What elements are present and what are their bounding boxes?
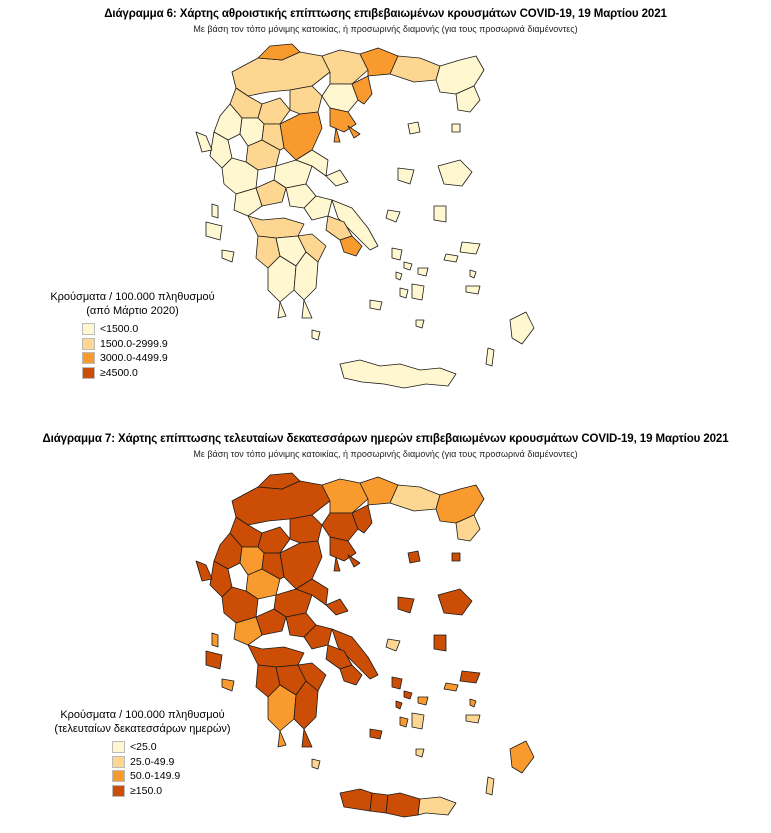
island-paros [400, 717, 408, 727]
island-samos [460, 242, 480, 254]
island-mykonos [418, 268, 428, 276]
legend-swatch [112, 741, 125, 753]
legend-label: 1500.0-2999.9 [100, 337, 168, 350]
island-samothraki [452, 124, 460, 132]
island-crete-chania [340, 789, 372, 811]
island-milos [370, 300, 382, 310]
island-leros [470, 270, 476, 278]
island-rhodes [510, 741, 534, 773]
island-zakynthos [222, 679, 234, 691]
legend-subtitle: (από Μάρτιο 2020) [86, 305, 179, 317]
island-thasos [408, 122, 420, 134]
legend-swatch [82, 352, 95, 364]
island-chios [434, 206, 446, 222]
legend-swatch [82, 323, 95, 335]
region-magnesia [326, 170, 348, 186]
legend-label: 50.0-149.9 [130, 770, 181, 783]
island-karpathos [486, 348, 494, 366]
legend [40, 708, 245, 798]
region-chalkidiki-leg2 [348, 555, 360, 567]
island-samothraki [452, 553, 460, 561]
island-andros [392, 248, 402, 260]
island-skyros [386, 639, 400, 651]
legend-swatch [82, 367, 95, 379]
legend-label: <1500.0 [100, 323, 139, 336]
island-leros [470, 699, 476, 707]
island-crete-rethymno [370, 793, 388, 813]
legend-item [82, 322, 225, 337]
island-lefkada [212, 204, 218, 218]
legend-item [112, 784, 245, 799]
legend-item [112, 769, 245, 784]
region-pel-leg1 [278, 731, 286, 747]
island-mykonos [418, 697, 428, 705]
island-lesvos [438, 160, 472, 186]
island-chios [434, 635, 446, 651]
region-wm-2 [258, 98, 290, 124]
island-kos [466, 286, 480, 294]
map-title: Διάγραμμα 6: Χάρτης αθροιστικής επίπτωσης επιβεβαιωμένων κρουσμάτων COVID-19, 19 Μαρτίου 2021 [104, 8, 667, 20]
legend-swatch [82, 338, 95, 350]
region-wm-3 [290, 86, 322, 114]
legend-label: 25.0-49.9 [130, 755, 175, 768]
legend-item [82, 337, 225, 352]
legend-subtitle: (τελευταίων δεκατεσσάρων ημερών) [54, 723, 231, 735]
legend-swatch [112, 770, 125, 782]
region-pel-leg2 [302, 300, 312, 318]
island-crete-lasithi [418, 797, 456, 815]
legend-item [82, 351, 225, 366]
island-lefkada [212, 633, 218, 647]
island-ikaria [444, 683, 458, 691]
region-thrace-1 [390, 485, 440, 511]
island-skyros [386, 210, 400, 222]
island-tinos [404, 691, 412, 699]
region-pel-1 [248, 216, 304, 238]
island-zakynthos [222, 250, 234, 262]
island-karpathos [486, 777, 494, 795]
region-cm-1 [322, 513, 358, 541]
region-pel-1 [248, 645, 304, 667]
island-tinos [404, 262, 412, 270]
island-rhodes [510, 312, 534, 344]
island-crete-heraklion [386, 793, 420, 817]
island-andros [392, 677, 402, 689]
legend-label: <25.0 [130, 741, 157, 754]
legend-label: ≥4500.0 [100, 366, 138, 379]
region-pel-leg2 [302, 729, 312, 747]
region-magnesia [326, 599, 348, 615]
legend-label: 3000.0-4499.9 [100, 352, 168, 365]
map-panel-14day [0, 425, 771, 833]
map-subtitle: Με βάση τον τόπο μόνιμης κατοικίας, ή προσωρινής διαμονής (για τους προσωρινά διαμένοντες) [193, 449, 578, 459]
island-syros [396, 701, 402, 709]
island-kefalonia [206, 651, 222, 669]
legend-title: Κρούσματα / 100.000 πληθυσμού [60, 709, 225, 721]
island-limnos [398, 168, 414, 184]
island-kythira [312, 330, 320, 340]
island-corfu [196, 132, 212, 152]
island-corfu [196, 561, 212, 581]
legend [40, 290, 225, 380]
region-chalkidiki-leg2 [348, 126, 360, 138]
island-naxos [412, 284, 424, 300]
region-thrace-1 [390, 56, 440, 82]
legend-swatch [112, 785, 125, 797]
legend-swatch [112, 756, 125, 768]
map-title: Διάγραμμα 7: Χάρτης επίπτωσης τελευταίων δεκατεσσάρων ημερών επιβεβαιωμένων κρουσμάτων COVID-19, 19 Μαρτίου 2021 [42, 433, 729, 445]
island-thasos [408, 551, 420, 563]
island-santorini [416, 749, 424, 757]
island-crete [340, 360, 456, 388]
island-samos [460, 671, 480, 683]
legend-item [82, 366, 225, 381]
island-syros [396, 272, 402, 280]
legend-title: Κρούσματα / 100.000 πληθυσμού [50, 291, 215, 303]
region-wm-3 [290, 515, 322, 543]
region-thrace-2 [436, 56, 484, 94]
legend-item [112, 740, 245, 755]
island-kythira [312, 759, 320, 769]
region-wm-2 [258, 527, 290, 553]
island-paros [400, 288, 408, 298]
island-ikaria [444, 254, 458, 262]
map-subtitle: Με βάση τον τόπο μόνιμης κατοικίας, ή προσωρινής διαμονής (για τους προσωρινά διαμένοντες) [193, 24, 578, 34]
island-kos [466, 715, 480, 723]
island-naxos [412, 713, 424, 729]
island-lesvos [438, 589, 472, 615]
island-limnos [398, 597, 414, 613]
island-santorini [416, 320, 424, 328]
legend-label: ≥150.0 [130, 784, 163, 797]
island-kefalonia [206, 222, 222, 240]
region-thrace-2 [436, 485, 484, 523]
region-pel-leg1 [278, 302, 286, 318]
region-cm-1 [322, 84, 358, 112]
legend-item [112, 755, 245, 770]
island-milos [370, 729, 382, 739]
